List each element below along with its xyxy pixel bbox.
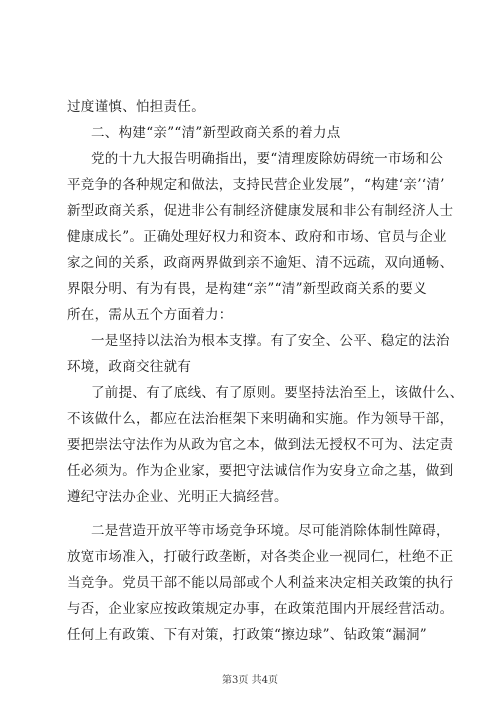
text-line: 所在，需从五个方面着力： [67,307,233,323]
text-line: 一是坚持以法治为根本支撑。有了安全、公平、稳定的法治 [91,333,450,349]
text-line: 遵纪守法办企业、光明正大搞经营。 [67,489,288,505]
text-line: 放宽市场准入，打破行政垄断，对各类企业一视同仁，杜绝不正 [67,549,454,565]
text-line: 不该做什么，都应在法治框架下来明确和实施。作为领导干部， [67,411,454,427]
section-heading: 二、构建“亲”“清”新型政商关系的着力点 [91,125,341,141]
text-line: 新型政商关系，促进非公有制经济健康发展和非公有制经济人士 [67,203,454,219]
text-line: 任何上有政策、下有对策，打政策“擦边球”、钻政策“漏洞” [67,627,428,643]
text-line: 了前提、有了底线、有了原则。要坚持法治至上，该做什么、 [91,385,464,401]
text-line: 党的十九大报告明确指出，要“清理废除妨碍统一市场和公 [91,151,444,167]
text-line: 二是营造开放平等市场竞争环境。尽可能消除体制性障碍， [91,523,450,539]
text-line: 界限分明、有为有畏，是构建“亲”“清”新型政商关系的要义 [67,281,428,297]
text-line: 与否，企业家应按政策规定办事，在政策范围内开展经营活动。 [67,601,454,617]
text-line: 平竞争的各种规定和做法，支持民营企业发展”，“构建‘亲’‘清’ [67,177,445,193]
text-line: 环境，政商交往就有 [67,359,192,375]
text-line: 当竞争。党员干部不能以局部或个人利益来决定相关政策的执行 [67,575,454,591]
text-line: 过度谨慎、怕担责任。 [67,99,205,115]
text-line: 健康成长”。正确处理好权力和资本、政府和市场、官员与企业 [67,229,447,245]
text-line: 任必须为。作为企业家，要把守法诚信作为安身立命之基，做到 [67,463,454,479]
page-number-footer: 第3页 共4页 [222,675,278,686]
text-line: 要把崇法守法作为从政为官之本，做到法无授权不可为、法定责 [67,437,454,453]
text-line: 家之间的关系，政商两界做到亲不逾矩、清不远疏，双向通畅、 [67,255,454,271]
